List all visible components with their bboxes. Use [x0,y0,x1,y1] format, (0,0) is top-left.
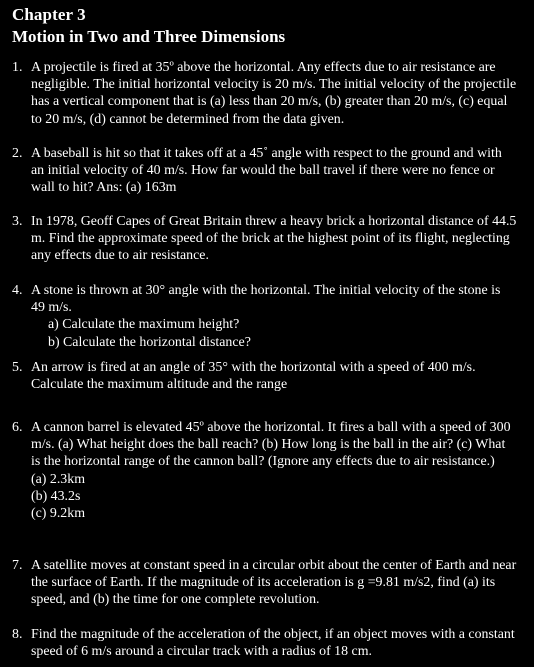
question-number: 7. [12,558,23,573]
question-6 [12,419,517,522]
question-7 [12,557,517,609]
question-8 [12,626,517,660]
question-text: A baseball is hit so that it takes off at a 45˚ angle with respect to the ground and with an initial velocity of 40 m/s. How far would the ball travel if there were no fence or wall to hit? Ans: (a) 163m [31,146,502,196]
question-number: 4. [12,283,23,298]
chapter-title: Motion in Two and Three Dimensions [12,27,286,46]
answer-a: (a) 2.3km [31,471,86,487]
question-text: An arrow is fired at an angle of 35° with the horizontal with a speed of 400 m/s. Calculate the maximum altitude and the range [31,360,476,393]
question-5 [12,359,517,393]
question-2 [12,145,517,197]
question-text: A cannon barrel is elevated 45º above the horizontal. It fires a ball with a speed of 300 m/s. (a) What height does the ball reach? (b) How long is the ball in the air? (c) What is the horizontal range of the cannon ball? (Ignore any effects due to air resistance.) [31,420,511,470]
question-number: 2. [12,146,23,161]
question-text: Find the magnitude of the acceleration of the object, if an object moves with a constant speed of 6 m/s around a circular track with a radius of 18 cm. [31,627,515,660]
question-text: A projectile is fired at 35º above the horizontal. Any effects due to air resistance are negligible. The initial horizontal velocity is 20 m/s. The initial velocity of the projectile has a vertical component that is (a) less than 20 m/s, (b) greater than 20 m/s, (c) equal to 20 m/s, (d) cannot be determined from the data given. [31,60,517,127]
question-number: 8. [12,627,23,642]
question-number: 1. [12,60,23,75]
question-number: 6. [12,420,23,435]
chapter-label: Chapter 3 [12,5,86,24]
answer-c: (c) 9.2km [31,506,86,522]
answer-b: (b) 43.2s [31,488,81,504]
question-part-a: a) Calculate the maximum height? [48,317,240,333]
question-1 [12,59,517,128]
question-part-b: b) Calculate the horizontal distance? [48,334,251,350]
question-text: A satellite moves at constant speed in a circular orbit about the center of Earth and near the surface of Earth. If the magnitude of its acceleration is g =9.81 m/s2, find (a) its speed, and (b) the time for one complete revolution. [31,558,517,608]
question-text: A stone is thrown at 30° angle with the horizontal. The initial velocity of the stone is 49 m/s. [31,283,501,316]
question-number: 3. [12,214,23,229]
question-number: 5. [12,360,23,375]
question-4 [12,282,517,351]
question-3 [12,213,517,265]
question-text: In 1978, Geoff Capes of Great Britain threw a heavy brick a horizontal distance of 44.5 m. Find the approximate speed of the brick at the highest point of its flight, neglecting any effects due to air resistance. [31,214,517,264]
